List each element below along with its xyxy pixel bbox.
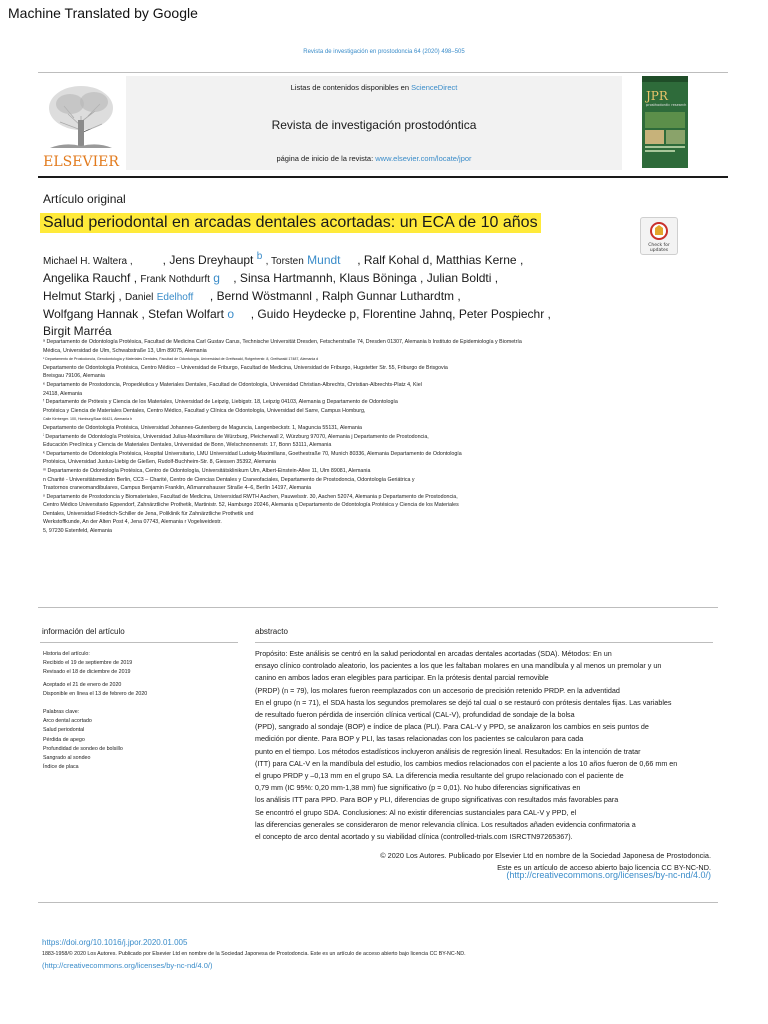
cover-title: JPR [646, 89, 668, 103]
abstract-line: En el grupo (n = 71), el SDA hasta los segundos premolares se dejó tal cual o se restauró con prótesis dentales fijas. Las variables [255, 697, 672, 707]
affiliation-line: Trastornos craneomandibulares, Campus Benjamin Franklin, Aßmannshauser Straße 4–6, Berlín 14197, Alemania [43, 485, 312, 492]
abstract-line: Propósito: Este análisis se centró en la salud periodontal en arcadas dentales acortadas (SDA). Métodos: En un [255, 649, 612, 658]
author-text: , Sinsa Hartmannh, Klaus Böninga , Julian Boldti , [233, 271, 499, 285]
author-text: Michael H. Waltera , [43, 256, 133, 267]
author-text: , Guido Heydecke p, Florentine Jahnq, Peter Pospiechr , [250, 307, 551, 321]
author-affiliation-link[interactable]: Mundt [307, 253, 341, 267]
abstract-heading: abstracto [255, 627, 288, 636]
contents-availability [126, 83, 622, 92]
affiliation-line: ᵏ Departamento de Odontología Protésica, Hospital Universitario, LMU Universidad Ludwig-Maximilians, Goethestraße 70, Munich 80336, Alemania Departamento de Odontología [43, 450, 462, 457]
doi-link[interactable]: https://doi.org/10.1016/j.jpor.2020.01.005 [42, 938, 188, 947]
author-text: Frank Nothdurft [140, 274, 210, 285]
journal-homepage [126, 154, 622, 163]
affiliation-line: Breisgau 79106, Alemania [43, 373, 105, 380]
abstract-line: las diferencias generales se consideraron de menor relevancia clínica. Los resultados añaden evidencia confirmatoria a [255, 819, 636, 829]
publisher-name: ELSEVIER [43, 154, 119, 170]
affiliation-line: 5, 97230 Estenfeld, Alemania [43, 528, 112, 535]
affiliation-line: ᵉ Departamento de Prostodoncia, Propedéutica y Materiales Dentales, Facultad de Odontología, Universidad Christian-Albrechts, Christian-Albrechts-Platz 4, Kiel [43, 381, 422, 388]
abstract-line: el concepto de arco dental acortado y su viabilidad clínica (controlled-trials.com ISRCTN97265367). [255, 832, 573, 842]
affiliation-line: ᵃ Departamento de Odontología Protésica, Facultad de Medicina Carl Gustav Carus, Technische Universität Dresden, Fetscherstraße 74, Dresden 01307, Alemania b Instituto de Epidemiología y Biometría [43, 339, 522, 345]
article-info-heading: información del artículo [42, 627, 125, 636]
affiliation-line: Centro Médico Universitario Eppendorf, Zahnärztliche Prothetik, Martinistr. 52, Hamburgo 20246, Alemania q Departamento de Odontología Protésica y Ciencia de los Materiales [43, 502, 459, 509]
abstract-line: (ITT) para CAL-V en la mandíbula del estudio, los cambios medios relacionados con el paciente a los 10 años fueron de 0,66 mm en [255, 758, 678, 768]
machine-translation-banner: Machine Translated by Google [8, 5, 198, 21]
affiliation-line: Dentales, Universidad Friedrich-Schiller de Jena, Poliklinik für Zahnärztliche Prothetik und [43, 510, 254, 517]
header-top-rule [38, 72, 728, 73]
affiliations [43, 338, 553, 536]
author-line [43, 270, 633, 288]
abstract-line: punto en el tiempo. Los métodos estadísticos incluyeron análisis de regresión lineal. Resultados: En la intención de tratar [255, 746, 641, 756]
journal-cover-thumbnail [642, 76, 688, 168]
affiliation-line: Médica, Universidad de Ulm, Schwabstraße 13, Ulm 89075, Alemania [43, 347, 207, 354]
badge-line-1: Check for [648, 243, 670, 248]
abstract-line: de resultado fueron pérdida de inserción clínica vertical (CAL-V), profundidad de sondaje de la bolsa [255, 710, 575, 720]
keyword: Sangrado al sondeo [43, 755, 91, 762]
footer-rule [38, 902, 718, 903]
affiliation-line: Werkstoffkunde, An der Alten Post 4, Jena 07743, Alemania r Vogelweidestr. [43, 519, 222, 526]
abstract-line: el grupo PRDP y –0,13 mm en el grupo SA. La diferencia media resultante del grupo relacionado con el paciente de [255, 771, 624, 781]
author-line [43, 288, 633, 306]
author-text: Wolfgang Hannak , Stefan Wolfart [43, 307, 224, 321]
abstract-rule [255, 642, 713, 643]
affiliation-line: ᶜ Departamento de Prostodoncia, Gerodontología y Materiales Dentales, Facultad de Odontología, Universidad de Greifswald, Rotgerberstr. 8, Greifswald 17487, Alemania d [43, 357, 319, 362]
accepted-date: Aceptado el 21 de enero de 2020 [43, 681, 122, 688]
keyword: Pérdida de apego [43, 736, 85, 743]
author-line [43, 248, 633, 270]
footer-license-link[interactable]: (http://creativecommons.org/licenses/by-nc-nd/4.0/) [42, 961, 213, 970]
received-date: Recibido el 19 de septiembre de 2019 [43, 660, 133, 667]
author-text: , Torsten [265, 256, 304, 267]
author-affiliation-link[interactable]: g [213, 271, 220, 285]
license-link[interactable]: (http://creativecommons.org/licenses/by-nc-nd/4.0/) [506, 870, 711, 880]
author-list [43, 248, 633, 340]
author-text: Birgit Marréa [43, 324, 112, 338]
author-text: Angelika Rauchf , [43, 271, 138, 285]
author-text: , Jens Dreyhaupt [162, 253, 254, 267]
author-text: Daniel [125, 292, 154, 303]
abstract-line: 0,79 mm (IC 95%: 0,20 mm-1,38 mm) fue significativo (p = 0,01). No hubo diferencias significativas en [255, 783, 581, 793]
journal-citation-link[interactable]: Revista de investigación en prostodoncia 64 (2020) 498–505 [303, 49, 465, 55]
author-text: Helmut Starkj , [43, 289, 122, 303]
affiliation-line: ᶠ Departamento de Prótesis y Ciencia de los Materiales, Universidad de Leipzig, Liebigstr. 18, Leipzig 04103, Alemania g Departamento de Odontología [43, 399, 398, 406]
article-info-panel [43, 650, 238, 772]
keyword: Profundidad de sondeo de bolsillo [43, 745, 123, 752]
license-line: Este es un artículo de acceso abierto bajo licencia CC BY-NC-ND. [497, 863, 711, 872]
abstract-line: canino en ambos lados eran elegibles para participar. En la prótesis dental parcial removible [255, 673, 549, 683]
keywords-label: Palabras clave: [43, 709, 80, 716]
header-bottom-rule [38, 176, 728, 178]
homepage-prefix: página de inicio de la revista: [276, 154, 376, 163]
affiliation-line: Departamento de Odontología Protésica, Universidad Johannes-Gutenberg de Maguncia, Langenbeckstr. 1, Maguncia 55131, Alemania [43, 424, 362, 431]
article-info-rule [40, 642, 238, 643]
affiliation-line: Educación Preclínica y Ciencia de Materiales Dentales, Universidad de Bonn, Welschnonnenstr. 17, Bonn 53111, Alemania [43, 442, 332, 449]
author-line [43, 306, 633, 323]
badge-line-2: updates [649, 248, 669, 253]
affiliation-line: Protésica, Universidad Justus-Liebig de Gießen, Rudolf-Buchheim-Str. 8, Giessen 35392, Alemania [43, 459, 276, 466]
article-type: Artículo original [43, 192, 126, 206]
homepage-link[interactable]: www.elsevier.com/locate/jpor [375, 154, 472, 163]
elsevier-tree-logo [40, 78, 122, 170]
abstract-line: medición por diente. Para BOP y PLI, las tasas relacionadas con los pacientes se calcularon para cada [255, 734, 584, 744]
affiliation-line: ᵐ Departamento de Odontología Protésica, Centro de Odontología, Universitätsklinikum Ulm, Albert-Einstein-Allee 11, Ulm 89081, Alemania [43, 467, 371, 474]
affiliation-line: 24118, Alemania [43, 390, 83, 397]
author-affiliation-link[interactable]: Edelhoff [156, 292, 194, 303]
history-label: Historia del artículo: [43, 651, 90, 657]
section-separator [38, 607, 718, 608]
keyword: Arco dental acortado [43, 718, 92, 725]
affiliation-line: ᵒ Departamento de Prostodoncia y Biomateriales, Facultad de Medicina, Universidad RWTH Aachen, Pauwelsstr. 30, Aachen 52074, Alemania p Departamento de Prostodoncia, [43, 493, 458, 500]
issn-copyright: 1883-1958/© 2020 Los Autores. Publicado por Elsevier Ltd en nombre de la Sociedad Japonesa de Prostodoncia. Este es un artículo de acceso abierto bajo licencia CC BY-NC-ND. [42, 951, 466, 957]
abstract-line: ensayo clínico controlado aleatorio, los pacientes a los que les faltaban molares en una mandíbula y al menos un premolar y un [255, 661, 662, 671]
affiliation-line: n Charité - Universitätsmedizin Berlin, CC3 – Charité, Centro de Ciencias Dentales y Craneofaciales, Departamento de Prostodoncia, Odontología Geriátrica y [43, 476, 415, 483]
abstract-line: (PPD), sangrado al sondaje (BOP) e índice de placa (PLI). Para CAL-V y PPD, se analizaron los cambios en seis puntos de [255, 722, 649, 732]
online-date: Disponible en línea el 13 de febrero de 2020 [43, 690, 148, 697]
author-text: , Bernd Wöstmannl , Ralph Gunnar Luthardtm , [209, 289, 461, 303]
cover-subtitle: prosthodontic research [646, 103, 687, 107]
abstract-line: los análisis ITT para PPD. Para BOP y PLI, diferencias de grupo significativas con resultados más favorables para [255, 795, 619, 805]
copyright-line: © 2020 Los Autores. Publicado por Elsevier Ltd en nombre de la Sociedad Japonesa de Prostodoncia. [380, 851, 711, 860]
check-for-updates-button[interactable] [640, 217, 678, 255]
keyword: Índice de placa [43, 764, 79, 771]
affiliation-line: Departamento de Odontología Protésica, Centro Médico – Universidad de Friburgo, Facultad de Medicina, Universidad de Friburgo, Hugstetter Str. 55, Friburgo de Brisgovia [43, 364, 448, 371]
author-affiliation-link[interactable]: o [227, 307, 235, 321]
revised-date: Revisado el 18 de diciembre de 2019 [43, 669, 131, 676]
abstract-line: (PRDP) (n = 79), los molares fueron reemplazados con un accesorio de precisión retenido PRDP. en la adventidad [255, 685, 620, 695]
author-affiliation-link[interactable]: b [256, 251, 263, 262]
contents-prefix: Listas de contenidos disponibles en [290, 83, 412, 92]
sciencedirect-link[interactable]: ScienceDirect [411, 83, 458, 92]
affiliation-line: Protésica y Ciencia de Materiales Dentales, Centro Médico, Facultad y Clínica de Odontología, Universidad del Sarre, Campus Homburg, [43, 407, 366, 414]
article-title: Salud periodontal en arcadas dentales acortadas: un ECA de 10 años [40, 213, 541, 233]
abstract-line: Se encontró el grupo SDA. Conclusiones: Al no existir diferencias sustanciales para CAL-V y PPD, el [255, 807, 577, 817]
author-text: , Ralf Kohal d, Matthias Kerne , [357, 253, 524, 267]
check-updates-icon [641, 218, 677, 254]
abstract-body [255, 648, 723, 843]
keyword: Salud periodontal [43, 727, 85, 734]
affiliation-line: ⁱ Departamento de Odontología Protésica, Universidad Julius-Maximilians de Würzburg, Pleicherwall 2, Würzburg 97070, Alemania j Departamento de Prostodoncia, [43, 433, 429, 440]
affiliation-line: Calle Kirrberger. 100, Homburg/Saar 66421, Alemania h [43, 417, 133, 422]
journal-title: Revista de investigación prostodóntica [271, 118, 477, 132]
